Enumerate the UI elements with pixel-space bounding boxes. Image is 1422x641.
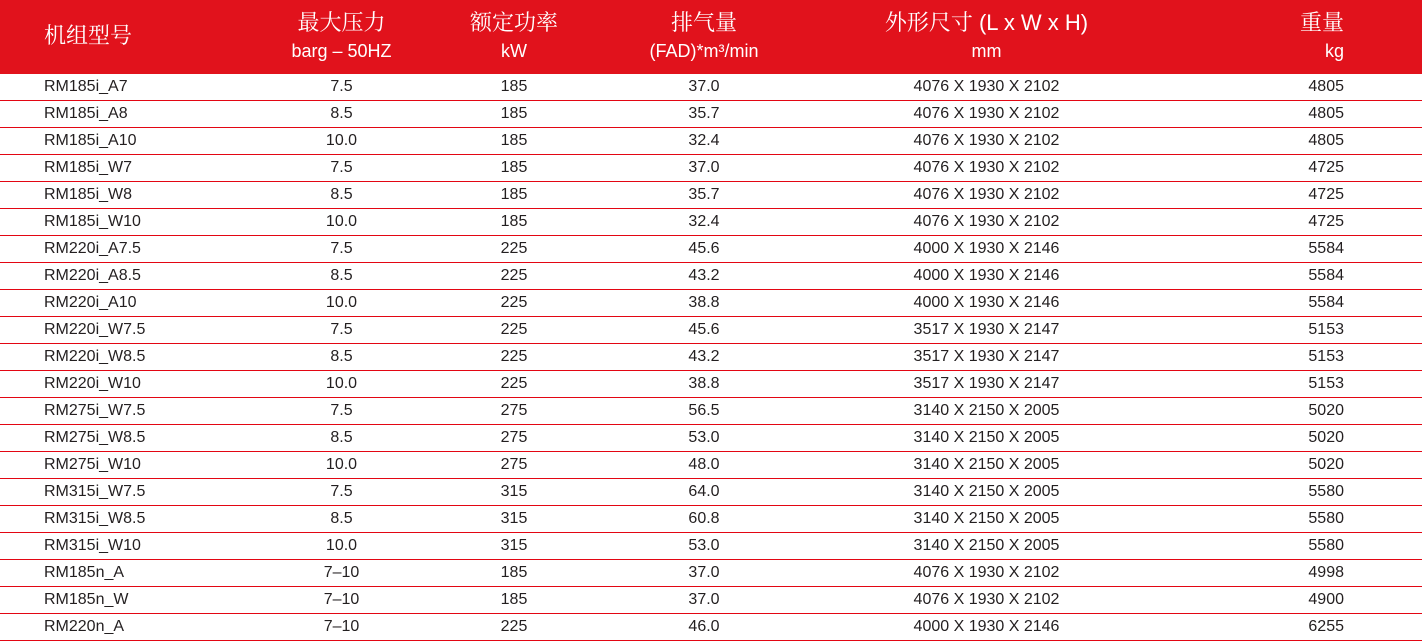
header-row [0,0,1422,74]
cell-dimensions: 4076 X 1930 X 2102 [809,587,1164,614]
cell-rated-power: 185 [429,128,599,155]
cell-max-pressure: 7.5 [254,155,429,182]
table-row [0,560,1422,587]
table-row [0,290,1422,317]
cell-weight: 4725 [1164,182,1422,209]
header-main-flow: 排气量 [670,10,737,35]
cell-dimensions: 3517 X 1930 X 2147 [809,371,1164,398]
cell-max-pressure: 10.0 [254,290,429,317]
cell-weight: 4725 [1164,155,1422,182]
table-row [0,425,1422,452]
cell-air-delivery: 45.6 [599,317,809,344]
cell-model: RM315i_W8.5 [0,506,254,533]
cell-rated-power: 225 [429,263,599,290]
cell-weight: 5020 [1164,425,1422,452]
cell-air-delivery: 37.0 [599,587,809,614]
cell-air-delivery: 32.4 [599,209,809,236]
table-row [0,587,1422,614]
table-row [0,344,1422,371]
table-row [0,155,1422,182]
cell-weight: 5580 [1164,533,1422,560]
cell-dimensions: 3140 X 2150 X 2005 [809,533,1164,560]
table-row [0,533,1422,560]
cell-model: RM185i_A10 [0,128,254,155]
cell-rated-power: 185 [429,182,599,209]
cell-max-pressure: 8.5 [254,425,429,452]
cell-air-delivery: 38.8 [599,290,809,317]
cell-air-delivery: 43.2 [599,344,809,371]
cell-max-pressure: 7.5 [254,317,429,344]
cell-max-pressure: 8.5 [254,344,429,371]
cell-max-pressure: 8.5 [254,506,429,533]
cell-weight: 5020 [1164,398,1422,425]
cell-air-delivery: 45.6 [599,236,809,263]
cell-max-pressure: 10.0 [254,209,429,236]
header-cell-flow [599,0,809,74]
cell-air-delivery: 32.4 [599,128,809,155]
cell-dimensions: 4076 X 1930 X 2102 [809,560,1164,587]
cell-dimensions: 3140 X 2150 X 2005 [809,479,1164,506]
table-row [0,182,1422,209]
table-row [0,263,1422,290]
header-main-pressure: 最大压力 [297,10,386,35]
cell-model: RM315i_W10 [0,533,254,560]
cell-dimensions: 4076 X 1930 X 2102 [809,182,1164,209]
header-cell-weight [1164,0,1422,74]
cell-model: RM185i_W10 [0,209,254,236]
table-row [0,317,1422,344]
table-row [0,398,1422,425]
cell-max-pressure: 7.5 [254,74,429,101]
cell-max-pressure: 8.5 [254,101,429,128]
cell-model: RM220i_W7.5 [0,317,254,344]
cell-max-pressure: 7–10 [254,587,429,614]
cell-weight: 5153 [1164,344,1422,371]
cell-air-delivery: 35.7 [599,182,809,209]
header-sub-flow: (FAD)*m³/min [649,41,759,61]
cell-model: RM220i_W8.5 [0,344,254,371]
cell-air-delivery: 35.7 [599,101,809,128]
cell-rated-power: 225 [429,290,599,317]
table-row [0,452,1422,479]
cell-rated-power: 185 [429,155,599,182]
cell-rated-power: 275 [429,425,599,452]
cell-dimensions: 4076 X 1930 X 2102 [809,155,1164,182]
cell-dimensions: 4000 X 1930 X 2146 [809,236,1164,263]
cell-dimensions: 4076 X 1930 X 2102 [809,101,1164,128]
cell-air-delivery: 48.0 [599,452,809,479]
header-cell-model [0,0,254,74]
cell-dimensions: 3140 X 2150 X 2005 [809,452,1164,479]
cell-rated-power: 185 [429,587,599,614]
table-row [0,236,1422,263]
header-sub-dimensions: mm [971,41,1002,61]
table-header [0,0,1422,74]
cell-max-pressure: 7–10 [254,560,429,587]
table-row [0,101,1422,128]
table-row [0,209,1422,236]
table-row [0,614,1422,641]
cell-model: RM220i_W10 [0,371,254,398]
cell-air-delivery: 37.0 [599,155,809,182]
cell-model: RM220i_A7.5 [0,236,254,263]
header-cell-pressure [254,0,429,74]
header-sub-weight: kg [1324,41,1344,61]
cell-dimensions: 3140 X 2150 X 2005 [809,425,1164,452]
cell-max-pressure: 7.5 [254,398,429,425]
cell-weight: 4805 [1164,128,1422,155]
cell-dimensions: 4076 X 1930 X 2102 [809,74,1164,101]
header-sub-power: kW [501,41,527,61]
cell-rated-power: 225 [429,344,599,371]
header-cell-power [429,0,599,74]
cell-model: RM220i_A10 [0,290,254,317]
cell-weight: 5584 [1164,263,1422,290]
cell-rated-power: 185 [429,101,599,128]
header-main-model: 机组型号 [44,23,133,48]
cell-air-delivery: 46.0 [599,614,809,641]
cell-model: RM315i_W7.5 [0,479,254,506]
cell-model: RM185i_W7 [0,155,254,182]
cell-rated-power: 185 [429,560,599,587]
header-main-power: 额定功率 [469,10,558,35]
cell-model: RM185i_A8 [0,101,254,128]
header-main-dimensions: 外形尺寸 (L x W x H) [884,10,1089,35]
cell-rated-power: 275 [429,398,599,425]
cell-air-delivery: 37.0 [599,74,809,101]
cell-dimensions: 4076 X 1930 X 2102 [809,209,1164,236]
cell-air-delivery: 60.8 [599,506,809,533]
cell-model: RM275i_W10 [0,452,254,479]
cell-rated-power: 315 [429,506,599,533]
table-row [0,371,1422,398]
cell-air-delivery: 53.0 [599,425,809,452]
cell-rated-power: 185 [429,209,599,236]
cell-rated-power: 275 [429,452,599,479]
cell-model: RM220n_A [0,614,254,641]
cell-air-delivery: 64.0 [599,479,809,506]
table-row [0,479,1422,506]
header-cell-dimensions [809,0,1164,74]
cell-air-delivery: 56.5 [599,398,809,425]
cell-weight: 4900 [1164,587,1422,614]
cell-weight: 5580 [1164,506,1422,533]
cell-weight: 5584 [1164,236,1422,263]
cell-dimensions: 3517 X 1930 X 2147 [809,344,1164,371]
cell-model: RM185n_W [0,587,254,614]
cell-max-pressure: 10.0 [254,452,429,479]
cell-dimensions: 4000 X 1930 X 2146 [809,290,1164,317]
cell-max-pressure: 7.5 [254,479,429,506]
cell-weight: 5580 [1164,479,1422,506]
header-sub-pressure: barg – 50HZ [291,41,392,61]
cell-weight: 4805 [1164,74,1422,101]
table-row [0,128,1422,155]
cell-model: RM275i_W8.5 [0,425,254,452]
table-body [0,74,1422,641]
cell-model: RM185i_W8 [0,182,254,209]
cell-weight: 5153 [1164,371,1422,398]
cell-max-pressure: 10.0 [254,371,429,398]
cell-max-pressure: 7–10 [254,614,429,641]
cell-rated-power: 225 [429,614,599,641]
cell-weight: 6255 [1164,614,1422,641]
cell-air-delivery: 53.0 [599,533,809,560]
cell-model: RM275i_W7.5 [0,398,254,425]
cell-model: RM220i_A8.5 [0,263,254,290]
cell-dimensions: 3517 X 1930 X 2147 [809,317,1164,344]
cell-model: RM185n_A [0,560,254,587]
cell-air-delivery: 37.0 [599,560,809,587]
cell-dimensions: 4000 X 1930 X 2146 [809,614,1164,641]
cell-weight: 5153 [1164,317,1422,344]
header-main-weight: 重量 [1299,10,1344,35]
cell-weight: 4998 [1164,560,1422,587]
cell-weight: 5584 [1164,290,1422,317]
cell-dimensions: 3140 X 2150 X 2005 [809,398,1164,425]
cell-rated-power: 225 [429,236,599,263]
cell-max-pressure: 8.5 [254,182,429,209]
cell-max-pressure: 10.0 [254,128,429,155]
cell-rated-power: 315 [429,479,599,506]
table-row [0,506,1422,533]
cell-dimensions: 4076 X 1930 X 2102 [809,128,1164,155]
cell-dimensions: 3140 X 2150 X 2005 [809,506,1164,533]
cell-max-pressure: 10.0 [254,533,429,560]
cell-model: RM185i_A7 [0,74,254,101]
cell-max-pressure: 8.5 [254,263,429,290]
cell-rated-power: 225 [429,317,599,344]
cell-max-pressure: 7.5 [254,236,429,263]
cell-weight: 4725 [1164,209,1422,236]
cell-weight: 5020 [1164,452,1422,479]
cell-rated-power: 315 [429,533,599,560]
table-row [0,74,1422,101]
cell-air-delivery: 38.8 [599,371,809,398]
cell-weight: 4805 [1164,101,1422,128]
cell-rated-power: 185 [429,74,599,101]
cell-dimensions: 4000 X 1930 X 2146 [809,263,1164,290]
cell-rated-power: 225 [429,371,599,398]
cell-air-delivery: 43.2 [599,263,809,290]
